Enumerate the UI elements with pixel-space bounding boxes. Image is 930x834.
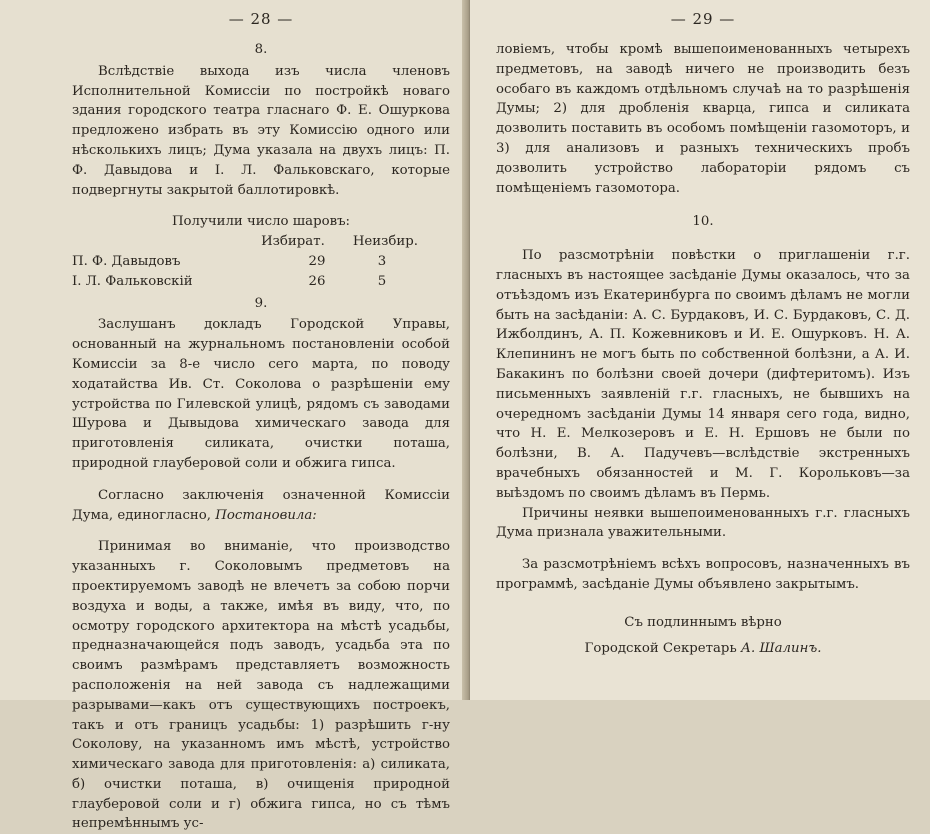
vote-yes: 29 (308, 253, 326, 269)
page-number: — 28 — (228, 10, 294, 28)
section-8-title: 8. (254, 42, 268, 57)
signature-line (496, 639, 910, 659)
spacer (72, 474, 450, 486)
vote-yes: 26 (308, 273, 326, 289)
spacer (496, 198, 910, 210)
vote-row (72, 252, 450, 272)
vote-no: 3 (377, 253, 387, 269)
verified-line: Съ подлиннымъ вѣрно (624, 614, 782, 630)
spacer (72, 200, 450, 212)
spacer (496, 234, 910, 246)
section-9-decision (72, 486, 450, 526)
section-9-paragraph: Заслушанъ докладъ Городской Управы, основанный на журнальномъ постановленіи особой Комиссіи за 8-е число сего марта, по поводу ходатайства Ив. Ст. Соколова о разрѣшеніи ему устройства по Гилевской улицѣ, рядомъ съ заводами Шурова и Дывыдова химическаго завода для приготовленія силиката, очистки поташа, природной глауберовой соли и обжига гипса. (72, 317, 450, 471)
section-10-title: 10. (692, 214, 714, 230)
section-10-conclusion: Причины неявки вышепоименованныхъ г.г. гласныхъ Дума признала уважительными. (496, 505, 910, 541)
closing-paragraph: За разсмотрѣніемъ всѣхъ вопросовъ, назначенныхъ въ программѣ, засѣданіе Думы объявлено закрытымъ. (496, 557, 910, 592)
spacer (496, 543, 910, 555)
vote-name: І. Л. Фальковскій (72, 273, 193, 289)
section-9-resolution: Принимая во вниманіе, что производство указанныхъ г. Соколовымъ предметовъ на проектируемомъ заводѣ не влечетъ за собою порчи воздуха и воды, а также, имѣя въ виду, что, по осмотру городского архитектора на мѣстѣ усадьбы, предназначающейся подъ заводъ, усадьба эта по своимъ размѣрамъ представляетъ возможность расположенія на ней завода съ надлежащими разрывами—какъ отъ существующихъ построекъ, такъ и отъ границъ усадьбы: 1) разрѣшить г-ну Соколову, на указанномъ имъ мѣстѣ, устройство химическаго завода для приготовленія: а) силиката, б) очистки поташа, в) очищенія природной глауберовой соли и г) обжига гипса, но съ тѣмъ непремѣннымъ ус- (72, 539, 450, 832)
continued-paragraph: ловіемъ, чтобы кромѣ вышепоименованныхъ четырехъ предметовъ, на заводѣ ничего не производить безъ особаго въ каждомъ отдѣльномъ случаѣ на то разрѣшенія Думы; 2) для дробленія кварца, гипса и силиката дозволить поставить въ особомъ помѣщеніи газомоторъ, и 3) для анализовъ и разныхъ техническихъ пробъ дозволить устройство лабораторіи рядомъ съ помѣщеніемъ газомотора. (496, 42, 910, 196)
section-8-paragraph: Вслѣдствіе выхода изъ числа членовъ Исполнительной Комиссіи по постройкѣ новаго здания городского театра гласнаго Ф. Е. Ошуркова предложено избрать въ эту Комиссію одного или нѣсколькихъ лицъ; Дума указала на двухъ лицъ: П. Ф. Давыдова и І. Л. Фальковскаго, которые подвергнуты закрытой баллотировкѣ. (72, 63, 450, 198)
votes-header-elected: Избират. (261, 234, 325, 250)
spacer (496, 595, 910, 607)
page-text (496, 40, 910, 658)
signature-name: А. Шалинъ. (740, 640, 822, 656)
signature-title: Городской Секретарь (584, 640, 737, 656)
page-text (72, 40, 450, 834)
page-number: — 29 — (670, 10, 736, 28)
decision-word: Постановила: (215, 507, 317, 523)
vote-row (72, 272, 450, 292)
spacer (72, 525, 450, 537)
votes-intro: Получили число шаровъ: (171, 214, 351, 230)
decision-text: Согласно заключенія означенной Комиссіи Дума, единогласно, (72, 487, 450, 523)
page-29 (470, 0, 930, 700)
section-10-paragraph: По разсмотрѣніи повѣстки о приглашеніи г.г. гласныхъ въ настоящее засѣданіе Думы оказалось, что за отъѣздомъ изъ Екатеринбурга по своимъ дѣламъ не могли быть на засѣданіи: А. С. Бурдаковъ, И. С. Бурдаковъ, С. Д. Ижболдинъ, А. П. Кожевниковъ и И. Е. Ошурковъ. Н. А. Клепининъ не могъ быть по собственной болѣзни, а А. И. Бакакинъ по болѣзни своей дочери (дифтеритомъ). Изъ письменныхъ заявленій г.г. гласныхъ, не бывшихъ на очередномъ засѣданіи Думы 14 января сего года, видно, что Н. Е. Мелкозеровъ и Е. Н. Ершовъ не были по болѣзни, В. А. Падучевъ—вслѣдствіе экстренныхъ врачебныхъ обязанностей и М. Г. Корольковъ—за выѣздомъ по своимъ дѣламъ въ Пермь. (496, 248, 910, 501)
votes-header (72, 232, 450, 252)
vote-name: П. Ф. Давыдовъ (72, 253, 181, 269)
votes-header-not-elected: Неизбир. (352, 234, 418, 250)
vote-no: 5 (377, 273, 387, 289)
section-9-title: 9. (254, 295, 268, 311)
